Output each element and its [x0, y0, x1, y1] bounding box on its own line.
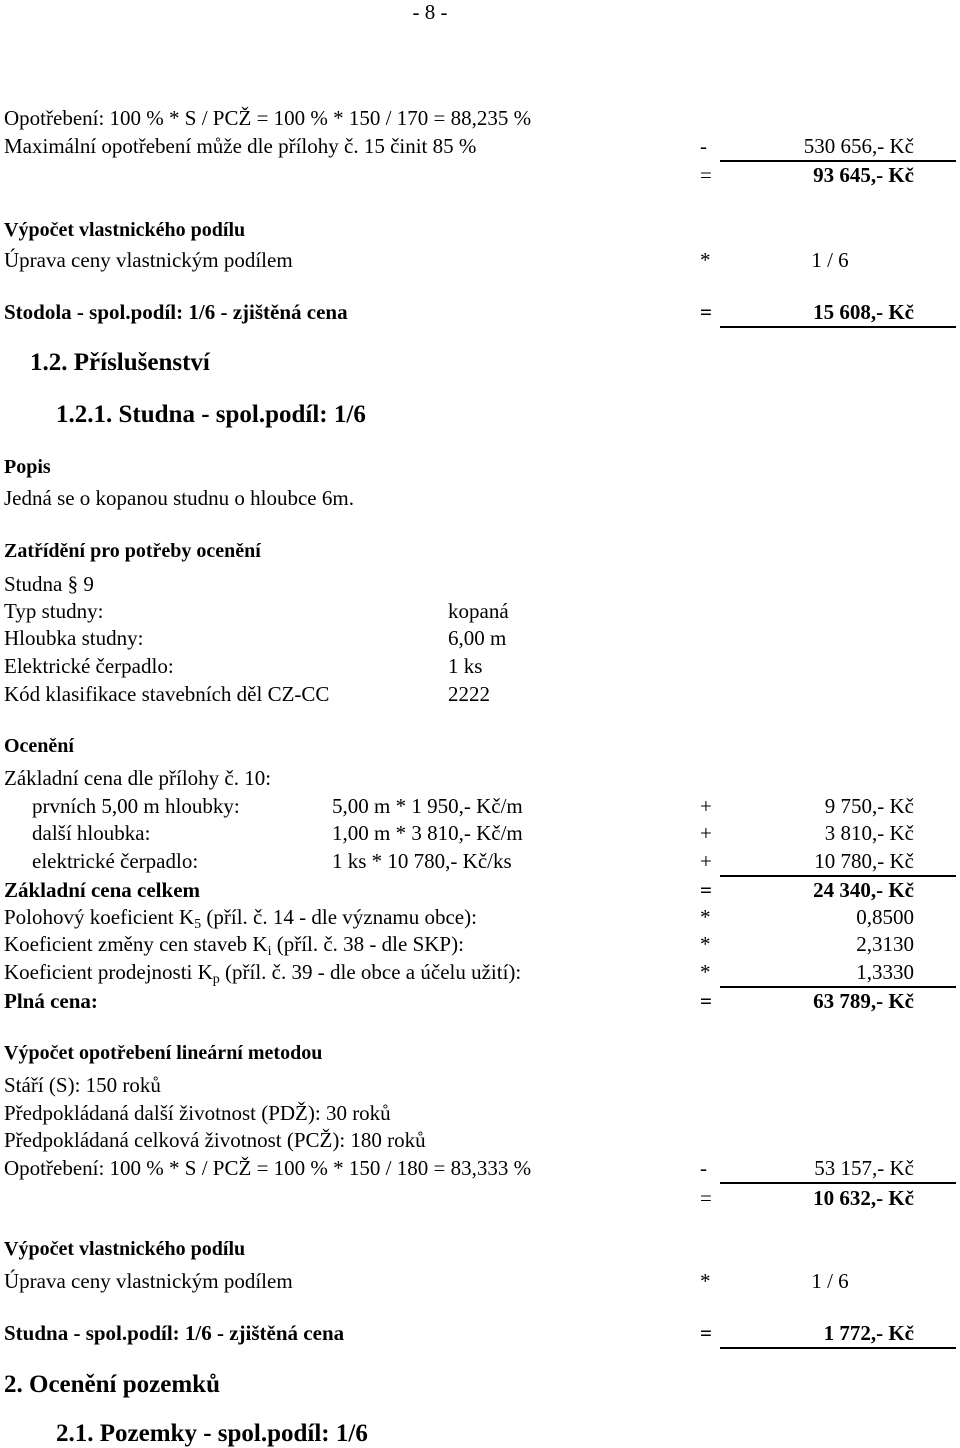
classification-value: 1 ks [448, 654, 483, 678]
valuation-item-operator: + [700, 794, 712, 818]
share-adjust-label-2: Úprava ceny vlastnickým podílem [4, 1269, 293, 1293]
classification-value: 2222 [448, 682, 490, 706]
popis-text: Jedná se o kopanou studnu o hloubce 6m. [4, 486, 354, 510]
wear-result-operator: = [700, 1186, 712, 1210]
share-adjust-operator: * [700, 248, 711, 272]
final-price-label: Stodola - spol.podíl: 1/6 - zjištěná cena [4, 300, 348, 324]
classification-label: Hloubka studny: [4, 626, 144, 650]
underline-rule [720, 986, 956, 988]
underline-rule [720, 1182, 956, 1184]
classification-heading: Zatřídění pro potřeby ocenění [4, 540, 261, 562]
classification-label: Kód klasifikace stavebních děl CZ-CC [4, 682, 330, 706]
underline-rule [720, 1347, 956, 1349]
final-price-operator-2: = [700, 1321, 712, 1345]
wear-formula: Opotřebení: 100 % * S / PCŽ = 100 % * 150 / 170 = 88,235 % [4, 106, 532, 130]
full-price-value: 63 789,- Kč [813, 989, 914, 1013]
share-heading: Výpočet vlastnického podílu [4, 219, 246, 241]
coefficient-k5-value: 0,8500 [856, 905, 914, 929]
coefficient-kp-operator: * [700, 960, 711, 984]
wear-total-life: Předpokládaná celková životnost (PCŽ): 180 roků [4, 1128, 426, 1152]
valuation-item-value: 9 750,- Kč [824, 794, 914, 818]
max-wear-text: Maximální opotřebení může dle přílohy č. 15 činit 85 % [4, 134, 477, 158]
wear-remaining-life: Předpokládaná další životnost (PDŽ): 30 roků [4, 1101, 391, 1125]
wear-result-value: 10 632,- Kč [813, 1186, 914, 1210]
wear-value: 53 157,- Kč [814, 1156, 914, 1180]
section-heading-1-2-1: 1.2.1. Studna - spol.podíl: 1/6 [56, 401, 366, 428]
wear-formula-2: Opotřebení: 100 % * S / PCŽ = 100 % * 150 / 180 = 83,333 % [4, 1156, 532, 1180]
share-heading-2: Výpočet vlastnického podílu [4, 1238, 246, 1260]
max-wear-value: 530 656,- Kč [803, 134, 914, 158]
coefficient-kp-value: 1,3330 [856, 960, 914, 984]
underline-rule [720, 160, 956, 162]
section-heading-2: 2. Ocenění pozemků [4, 1371, 220, 1398]
base-price-label: Základní cena dle přílohy č. 10: [4, 766, 272, 790]
final-price-operator: = [700, 300, 712, 324]
coefficient-k5-label: Polohový koeficient $K_5$ (příl. č. 14 - dle významu obce): [4, 905, 477, 932]
base-total-operator: = [700, 878, 712, 902]
coefficient-ki-operator: * [700, 932, 711, 956]
final-price-value-2: 1 772,- Kč [823, 1321, 914, 1345]
classification-value: 6,00 m [448, 626, 507, 650]
section-heading-1-2: 1.2. Příslušenství [30, 349, 210, 376]
valuation-item-label: další hloubka: [32, 821, 151, 845]
share-adjust-value: 1 / 6 [811, 248, 849, 272]
full-price-operator: = [700, 989, 712, 1013]
max-wear-operator: - [700, 134, 707, 158]
share-adjust-value-2: 1 / 6 [811, 1269, 849, 1293]
valuation-heading: Ocenění [4, 735, 74, 757]
valuation-item-label: elektrické čerpadlo: [32, 849, 199, 873]
share-adjust-label: Úprava ceny vlastnickým podílem [4, 248, 293, 272]
valuation-item-calc: 5,00 m * 1 950,- Kč/m [332, 794, 523, 818]
popis-heading: Popis [4, 456, 51, 478]
result-value: 93 645,- Kč [813, 163, 914, 187]
valuation-item-calc: 1,00 m * 3 810,- Kč/m [332, 821, 523, 845]
coefficient-kp-label: Koeficient prodejnosti $K_p$ (příl. č. 39 - dle obce a účelu užití): [4, 960, 522, 987]
underline-rule [720, 326, 956, 328]
result-operator: = [700, 163, 712, 187]
wear-operator: - [700, 1156, 707, 1180]
classification-label: Typ studny: [4, 599, 104, 623]
classification-label: Elektrické čerpadlo: [4, 654, 174, 678]
studna-paragraph: Studna § 9 [4, 572, 94, 596]
coefficient-ki-value: 2,3130 [856, 932, 914, 956]
final-price-label-2: Studna - spol.podíl: 1/6 - zjištěná cena [4, 1321, 345, 1345]
wear-heading: Výpočet opotřebení lineární metodou [4, 1042, 323, 1064]
base-total-label: Základní cena celkem [4, 878, 201, 902]
underline-rule [720, 875, 956, 877]
full-price-label: Plná cena: [4, 989, 98, 1013]
valuation-item-operator: + [700, 849, 712, 873]
valuation-item-value: 3 810,- Kč [824, 821, 914, 845]
classification-value: kopaná [448, 599, 509, 623]
wear-age: Stáří (S): 150 roků [4, 1073, 161, 1097]
page-number: - 8 - [412, 0, 448, 24]
valuation-item-calc: 1 ks * 10 780,- Kč/ks [332, 849, 512, 873]
base-total-value: 24 340,- Kč [813, 878, 914, 902]
section-heading-2-1: 2.1. Pozemky - spol.podíl: 1/6 [56, 1420, 368, 1447]
final-price-value: 15 608,- Kč [813, 300, 914, 324]
valuation-item-operator: + [700, 821, 712, 845]
coefficient-ki-label: Koeficient změny cen staveb $K_i$ (příl. č. 38 - dle SKP): [4, 932, 464, 959]
share-adjust-operator-2: * [700, 1269, 711, 1293]
valuation-item-label: prvních 5,00 m hloubky: [32, 794, 240, 818]
coefficient-k5-operator: * [700, 905, 711, 929]
valuation-item-value: 10 780,- Kč [814, 849, 914, 873]
